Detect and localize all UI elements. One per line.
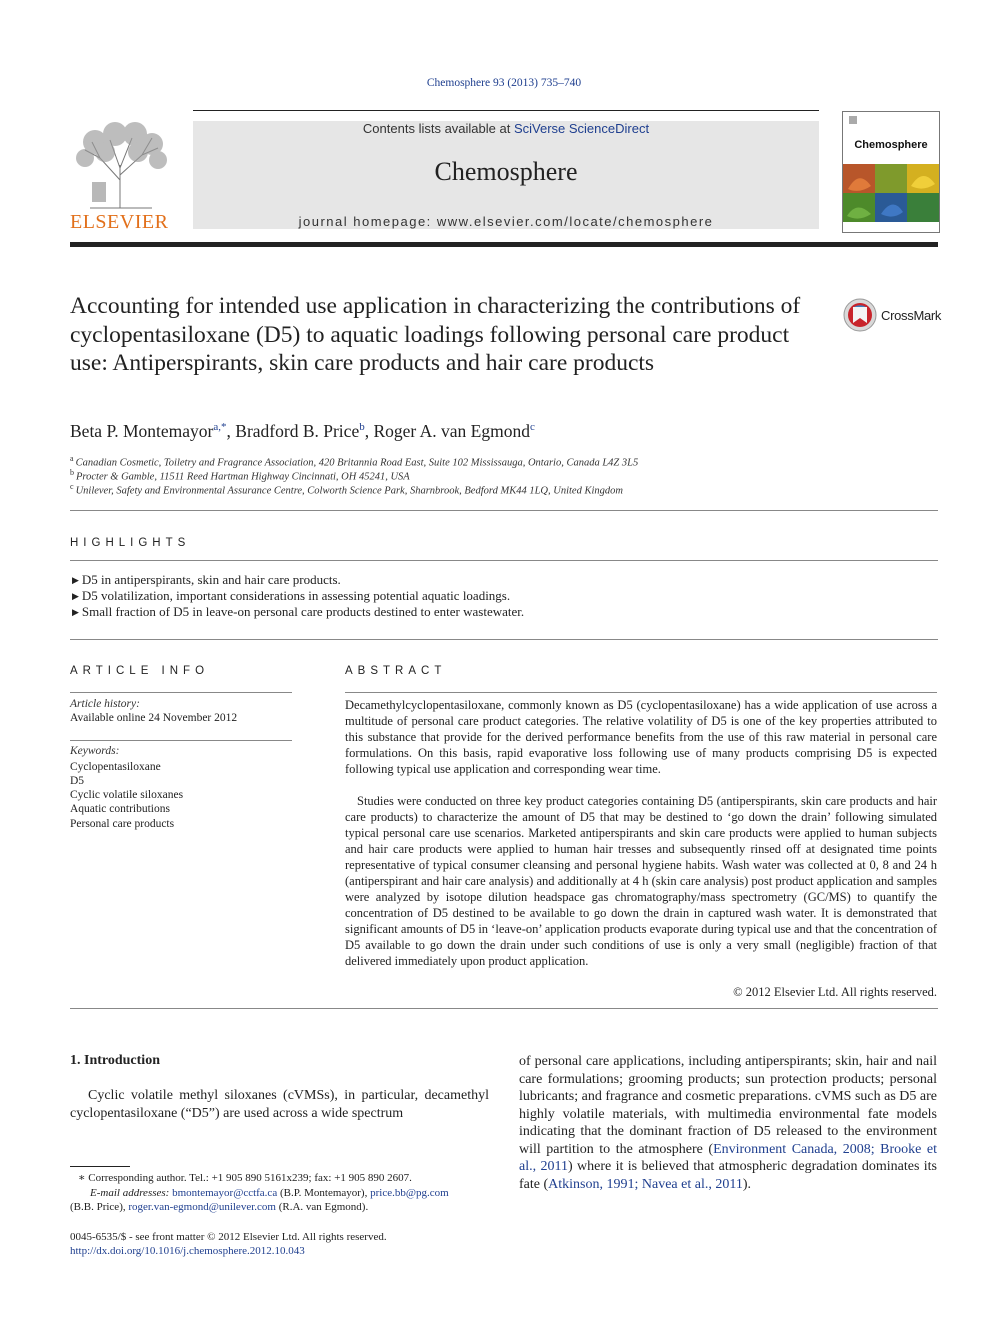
- highlight-item: [72, 588, 510, 604]
- abstract-paragraph: Studies were conducted on three key product categories containing D5 (antiperspirants, skin care products and hair care products) to characterize the amount of D5 that may be destined to ‘go down the drain’ following simulated typical personal care use scenarios. Marketed antiperspirants and skin care products were applied to human subjects and hair care products were applied to human hair tresses and subsequently rinsed off at designated time points representative of typical consumer cleansing and personal hygiene habits. Wash water was collected at 0, 8 and 24 h (antiperspirant and hair care analysis) and additionally at 4 h (skin care analysis) post product application and samples were analyzed by isotope dilution headspace gas chromatography/mass spectrometry (GC/MS) to quantify the concentration of D5 destined to be available to go down the drain in captured wash water. It is demonstrated that significant amounts of D5 in ‘leave-on’ application products evaporate during typical use and that the concentration of D5 available to go down the drain under such conditions of use is only a very small (negligible) fraction of that delivered immediately upon product application.: [345, 794, 937, 968]
- header-thick-rule: [70, 242, 938, 247]
- divider: [345, 692, 937, 693]
- affiliation-text: Procter & Gamble, 11511 Reed Hartman Highway Cincinnati, OH 45241, USA: [76, 471, 410, 483]
- journal-title: Chemosphere: [434, 157, 578, 186]
- author-name[interactable]: Beta P. Montemayor: [70, 421, 214, 441]
- email-owner: (B.P. Montemayor),: [277, 1187, 371, 1199]
- contents-line: [193, 121, 819, 136]
- keyword: D5: [70, 775, 85, 787]
- author-separator: ,: [226, 421, 236, 441]
- author-separator: ,: [364, 421, 374, 441]
- cover-leaf-image: [843, 164, 939, 222]
- elsevier-tree-icon: [70, 120, 172, 210]
- issn-line: 0045-6535/$ - see front matter © 2012 Elsevier Ltd. All rights reserved.: [70, 1231, 387, 1243]
- affiliation: [70, 482, 623, 497]
- article-info-heading: ARTICLE INFO: [70, 665, 210, 677]
- abstract-heading: ABSTRACT: [345, 665, 447, 677]
- author-name[interactable]: Bradford B. Price: [235, 421, 360, 441]
- highlight-item: [72, 604, 524, 620]
- journal-homepage: [193, 214, 819, 229]
- divider: [70, 740, 292, 741]
- email-link[interactable]: bmontemayor@cctfa.ca: [172, 1187, 278, 1199]
- email-link[interactable]: price.bb@pg.com: [370, 1187, 449, 1199]
- highlight-text: Small fraction of D5 in leave-on personal care products destined to enter wastewater.: [81, 604, 525, 619]
- abstract-paragraph: Decamethylcyclopentasiloxane, commonly known as D5 (cyclopentasiloxane) has a wide application of use across a multitude of personal care product categories. The relative volatility of D5 is one of the key properties attributed to this substance that provide for the derived performance benefits from the use of this raw material in personal care formulations. On this basis, rapid evaporative loss following use of many products comprising D5 is expected following typical use application and corresponding wear time.: [345, 698, 937, 776]
- highlight-text: D5 volatilization, important considerations in assessing potential aquatic loadings.: [81, 588, 511, 603]
- email-label: E-mail addresses:: [90, 1187, 170, 1199]
- reference-link[interactable]: Atkinson, 1991; Navea et al., 2011: [548, 1176, 743, 1192]
- crossmark-button[interactable]: [843, 298, 877, 332]
- keyword: Aquatic contributions: [70, 803, 170, 815]
- email-note: [90, 1187, 449, 1199]
- highlights-heading: HIGHLIGHTS: [70, 537, 191, 549]
- highlight-text: D5 in antiperspirants, skin and hair care products.: [81, 572, 341, 587]
- author-affil-marker[interactable]: a,*: [213, 421, 227, 434]
- email-link[interactable]: roger.van-egmond@unilever.com: [128, 1201, 276, 1213]
- triangle-bullet-icon: ▶: [72, 607, 79, 617]
- divider: [70, 692, 292, 693]
- author-affil-marker[interactable]: b: [359, 421, 365, 434]
- affiliation: [70, 468, 410, 483]
- body-paragraph: [519, 1053, 937, 1193]
- affiliation-key: c: [70, 482, 74, 491]
- affiliation-text: Unilever, Safety and Environmental Assurance Centre, Colworth Science Park, Sharnbrook, Bedford MK44 1LQ, United Kingdom: [75, 485, 623, 497]
- footnote-rule: [70, 1166, 130, 1167]
- homepage-url[interactable]: www.elsevier.com/locate/chemosphere: [436, 214, 714, 229]
- crossmark-label[interactable]: CrossMark: [881, 308, 942, 323]
- publisher-wordmark: ELSEVIER: [70, 211, 169, 233]
- keywords-label: Keywords:: [70, 745, 120, 757]
- body-paragraph: Cyclic volatile methyl siloxanes (cVMSs), in particular, decamethyl cyclopentasiloxane (“D5”) are used across a wide spectrum: [70, 1088, 489, 1121]
- contents-prefix: Contents lists available at: [362, 121, 514, 136]
- divider: [70, 639, 938, 640]
- doi-link[interactable]: [70, 1245, 305, 1257]
- highlight-item: [72, 572, 341, 588]
- doi-url[interactable]: http://dx.doi.org/10.1016/j.chemosphere.2012.10.043: [70, 1245, 305, 1257]
- history-label: Article history:: [70, 698, 140, 710]
- header-top-rule: [193, 110, 819, 111]
- author-affil-marker[interactable]: c: [529, 421, 535, 434]
- email-owner: (B.B. Price),: [70, 1201, 129, 1213]
- history-value: Available online 24 November 2012: [70, 712, 238, 724]
- divider: [70, 510, 938, 511]
- reference-link[interactable]: Environment Canada, 2008; Brooke et al., 2011: [519, 1141, 937, 1174]
- affiliation-key: b: [70, 468, 74, 477]
- divider: [70, 1008, 938, 1009]
- article-title: Accounting for intended use application in characterizing the contributions of cyclopentasiloxane (D5) to aquatic loadings following personal care product use: Antiperspirants, skin care products and hair care products: [70, 293, 801, 376]
- body-text: of personal care applications, including antiperspirants; skin, hair and nail care formulations; grooming products; sun protection products; personal lubricants; and fragrance and cosmetic preparations. cVMS such as D5 are highly volatile materials, with multimedia environmental fate models indicating that the dominant fraction of D5 released to the environment will partition to the atmosphere (: [519, 1054, 937, 1157]
- affiliation-key: a: [70, 454, 74, 463]
- divider: [70, 560, 938, 561]
- author-name[interactable]: Roger A. van Egmond: [373, 421, 530, 441]
- journal-cover: [842, 111, 940, 233]
- homepage-prefix: journal homepage:: [298, 214, 437, 229]
- affiliation: [70, 454, 638, 469]
- cover-title: Chemosphere: [854, 139, 928, 151]
- email-owner: (R.A. van Egmond).: [275, 1201, 369, 1213]
- copyright-notice: © 2012 Elsevier Ltd. All rights reserved.: [733, 985, 937, 999]
- journal-citation[interactable]: Chemosphere 93 (2013) 735–740: [426, 77, 582, 89]
- triangle-bullet-icon: ▶: [72, 575, 79, 585]
- elsevier-small-icon: [848, 115, 858, 125]
- keyword: Cyclopentasiloxane: [70, 761, 161, 773]
- crossmark-icon: [843, 298, 877, 332]
- affiliation-text: Canadian Cosmetic, Toiletry and Fragrance Association, 420 Britannia Road East, Suite 102 Mississauga, Ontario, Canada L4Z 3L5: [75, 457, 639, 469]
- section-heading: 1. Introduction: [70, 1053, 160, 1068]
- triangle-bullet-icon: ▶: [72, 591, 79, 601]
- author-list: [70, 421, 535, 442]
- keyword: Cyclic volatile siloxanes: [70, 789, 184, 801]
- email-note-continued: [70, 1201, 368, 1213]
- body-text: ) where it is believed that atmospheric degradation dominates its fate (: [519, 1159, 937, 1192]
- elsevier-logo: [70, 120, 172, 210]
- corresponding-author-note: ∗ Corresponding author. Tel.: +1 905 890 5161x239; fax: +1 905 890 2607.: [78, 1172, 412, 1184]
- keyword: Personal care products: [70, 818, 175, 830]
- sciencedirect-link[interactable]: SciVerse ScienceDirect: [513, 121, 650, 136]
- body-text: ).: [742, 1176, 751, 1192]
